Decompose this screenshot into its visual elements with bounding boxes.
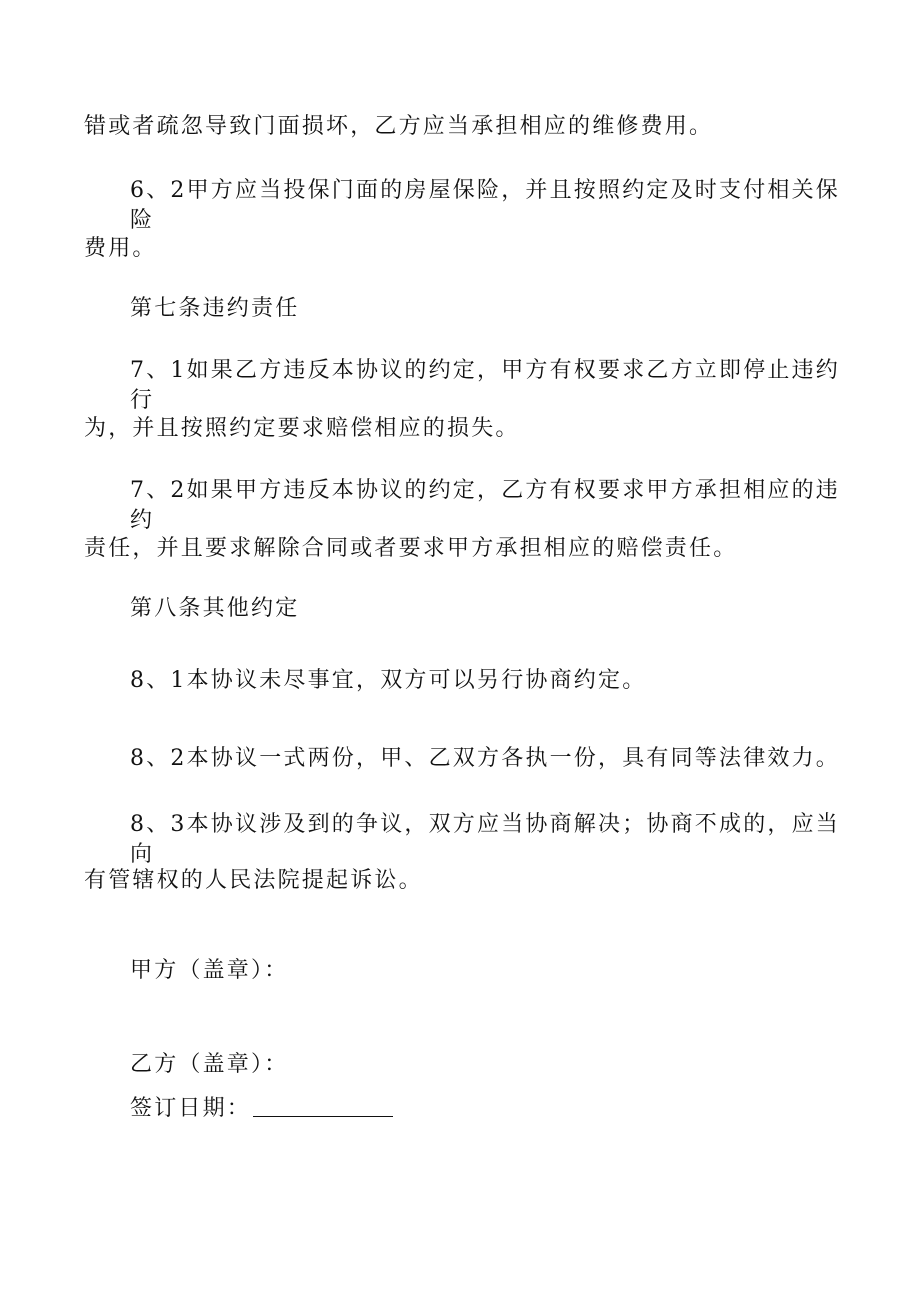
signing-date [130,1094,890,1124]
clause-6-2: 6、2甲方应当投保门面的房屋保险，并且按照约定及时支付相关保险 [130,178,840,233]
paragraph-line: 费用。 [84,236,157,261]
section-heading-article-7: 第七条违约责任 [130,296,300,321]
paragraph-line: 有管辖权的人民法院提起诉讼。 [84,868,423,893]
section-heading-article-8: 第八条其他约定 [130,596,300,621]
party-b-signature: 乙方（盖章）： [130,1052,289,1077]
paragraph-line: 错或者疏忽导致门面损坏，乙方应当承担相应的维修费用。 [84,114,714,139]
signing-date-label: 签订日期： [130,1096,252,1121]
clause-8-1: 8、1本协议未尽事宜，双方可以另行协商约定。 [130,668,647,693]
clause-8-2: 8、2本协议一式两份，甲、乙双方各执一份，具有同等法律效力。 [130,746,840,771]
party-a-signature: 甲方（盖章）： [130,958,289,983]
signing-date-blank [253,1096,393,1117]
clause-7-1: 7、1如果乙方违反本协议的约定，甲方有权要求乙方立即停止违约行 [130,358,840,413]
paragraph-line: 为，并且按照约定要求赔偿相应的损失。 [84,416,520,441]
clause-8-3: 8、3本协议涉及到的争议，双方应当协商解决；协商不成的，应当向 [130,812,840,867]
clause-7-2: 7、2如果甲方违反本协议的约定，乙方有权要求甲方承担相应的违约 [130,478,840,533]
paragraph-line: 责任，并且要求解除合同或者要求甲方承担相应的赔偿责任。 [84,536,738,561]
